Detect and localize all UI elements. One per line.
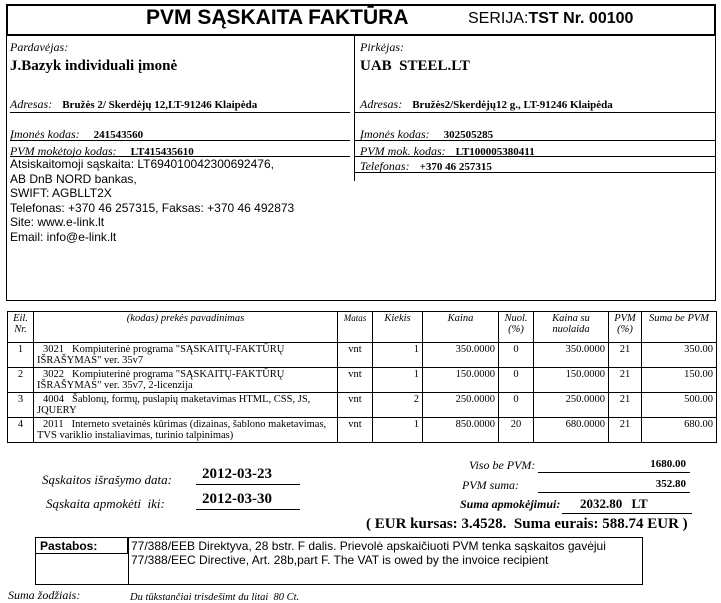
cell-discount: 0 [499,393,534,418]
vat-total-line [538,492,690,493]
seller-address-row [10,95,350,110]
seller-info-line: AB DnB NORD bankas, [10,171,137,186]
words-label: Suma žodžiais: [8,588,81,602]
issue-date-line [196,484,300,485]
cell-sum: 500.00 [642,393,717,418]
grand-total-currency: LT [631,496,648,511]
cell-price-disc: 350.0000 [534,343,609,368]
buyer-address-line [355,112,716,113]
buyer-heading: Pirkėjas: [360,40,404,54]
seller-info-line: Site: www.e-link.lt [10,215,105,229]
buyer-phone-line [355,172,716,173]
table-row [8,393,717,418]
col-vat-header: PVM (%) [609,312,642,343]
item-code: 4004 [43,394,64,405]
series-number: TST Nr. 00100 [528,10,634,27]
cell-no: 4 [8,418,34,443]
due-date-label: Sąskaita apmokėti iki: [46,496,165,511]
grand-total-label: Suma apmokėjimui: [460,497,561,511]
cell-name [34,343,338,368]
buyer-phone: +370 46 257315 [419,161,492,173]
notes-label: Pastabos: [40,539,98,553]
issue-date: 2012-03-23 [202,466,272,482]
item-desc: Interneto svetainės kūrimas (dizainas, šablono maketavimas, TVS variklio instaliavimas, turinio talpinimas) [37,419,327,441]
cell-unit: vnt [338,343,373,368]
seller-info-line: SWIFT: AGBLLT2X [10,186,112,200]
cell-name [34,393,338,418]
buyer-phone-label: Telefonas: [360,159,410,173]
cell-unit: vnt [338,393,373,418]
cell-name [34,368,338,393]
col-name-header: (kodas) prekės pavadinimas [34,312,338,343]
notes-text [131,539,606,567]
seller-vat-label: PVM mokėtojo kodas: [10,144,117,158]
col-price-disc-header: Kaina su nuolaida [534,312,609,343]
col-no-header: Eil. Nr. [8,312,34,343]
buyer-code: 302505285 [443,129,494,141]
series-label-text: SERIJA: [468,10,529,27]
due-date: 2012-03-30 [202,491,272,507]
col-discount-header: Nuol. (%) [499,312,534,343]
seller-info-line: Telefonas: +370 46 257315, Faksas: +370 46 492873 [10,200,295,215]
seller-address-line [10,112,350,113]
net-total-label: Viso be PVM: [469,458,536,472]
seller-info [10,157,294,244]
items-table [7,311,717,443]
cell-price-disc: 150.0000 [534,368,609,393]
seller-heading: Pardavėjas: [10,40,69,54]
cell-name [34,418,338,443]
words-value: Du tūkstančiai trisdešimt du litai 80 Ct. [130,592,300,603]
cell-qty: 2 [373,393,423,418]
cell-no: 1 [8,343,34,368]
cell-sum: 680.00 [642,418,717,443]
cell-discount: 20 [499,418,534,443]
cell-discount: 0 [499,343,534,368]
buyer-code-line [355,140,716,141]
buyer-address-row [360,95,613,113]
cell-price: 250.0000 [423,393,499,418]
seller-code-line [10,140,350,141]
table-row [8,343,717,368]
notes-line: 77/388/EEB Direktyva, 28 bstr. F dalis. Prievolė apskaičiuoti PVM tenka sąskaitos gavėjui [131,539,606,553]
col-price-header: Kaina [423,312,499,343]
cell-price: 150.0000 [423,368,499,393]
cell-price: 350.0000 [423,343,499,368]
vat-total: 352.80 [655,478,686,490]
series-label [468,10,633,28]
cell-unit: vnt [338,418,373,443]
cell-price-disc: 680.0000 [534,418,609,443]
col-qty-header: Kiekis [373,312,423,343]
cell-qty: 1 [373,343,423,368]
cell-vat: 21 [609,368,642,393]
invoice-title: PVM SĄSKAITA FAKTŪRA [146,6,409,29]
cell-discount: 0 [499,368,534,393]
seller-name: J.Bazyk individuali įmonė [10,58,178,74]
seller-info-line: Atsiskaitomoji sąskaita: LT694010042300692476, [10,157,274,171]
cell-no: 2 [8,368,34,393]
table-row [8,368,717,393]
net-total: 1680.00 [650,458,686,470]
notes-divider [128,537,129,585]
buyer-code-label: Įmonės kodas: [360,127,430,141]
net-total-line [538,472,690,473]
seller-code-label: Įmonės kodas: [10,127,80,141]
cell-unit: vnt [338,368,373,393]
item-code: 3021 [43,344,64,355]
grand-total-value: 2032.80 [580,496,623,511]
cell-sum: 350.00 [642,343,717,368]
cell-vat: 21 [609,343,642,368]
issue-date-label: Sąskaitos išrašymo data: [42,472,172,487]
eur-line: ( EUR kursas: 3.4528. Suma eurais: 588.74 EUR ) [366,516,688,532]
cell-qty: 1 [373,368,423,393]
seller-code: 241543560 [93,129,144,141]
table-row [8,418,717,443]
buyer-address-label: Adresas: [360,97,403,111]
buyer-vat: LT100005380411 [455,146,535,158]
parties-divider [354,36,355,181]
item-code: 2011 [43,419,64,430]
col-unit-header: Matas [338,312,373,343]
cell-price-disc: 250.0000 [534,393,609,418]
cell-sum: 150.00 [642,368,717,393]
seller-vat: LT415435610 [130,146,194,158]
buyer-vat-label: PVM mok. kodas: [360,144,446,158]
cell-vat: 21 [609,393,642,418]
cell-no: 3 [8,393,34,418]
cell-qty: 1 [373,418,423,443]
seller-address-label: Adresas: [10,97,53,111]
col-sum-header: Suma be PVM [642,312,717,343]
seller-info-line: Email: info@e-link.lt [10,229,117,244]
seller-address: Bružės 2/ Skerdėjų 12,LT-91246 Klaipėda [62,99,258,111]
cell-vat: 21 [609,418,642,443]
grand-total [580,496,648,512]
buyer-address: Bružės2/Skerdėjų12 g., LT-91246 Klaipėda [412,99,613,111]
table-header-row [8,312,717,343]
item-desc: Kompiuterinė programa "SĄSKAITŲ-FAKTŪRŲ IŠRAŠYMAS" ver. 35v7, 2-licenzija [37,369,285,391]
item-desc: Šablonų, formų, puslapių maketavimas HTML, CSS, JS, JQUERY [37,394,311,416]
vat-total-label: PVM suma: [462,478,519,492]
buyer-name: UAB STEEL.LT [360,58,470,74]
item-code: 3022 [43,369,64,380]
due-date-line [196,509,300,510]
grand-total-line [562,513,692,514]
item-desc: Kompiuterinė programa "SĄSKAITŲ-FAKTŪRŲ IŠRAŠYMAS" ver. 35v7 [37,344,285,366]
notes-line: 77/388/EEC Directive, Art. 28b,part F. The VAT is owed by the invoice recipient [131,553,549,567]
cell-price: 850.0000 [423,418,499,443]
